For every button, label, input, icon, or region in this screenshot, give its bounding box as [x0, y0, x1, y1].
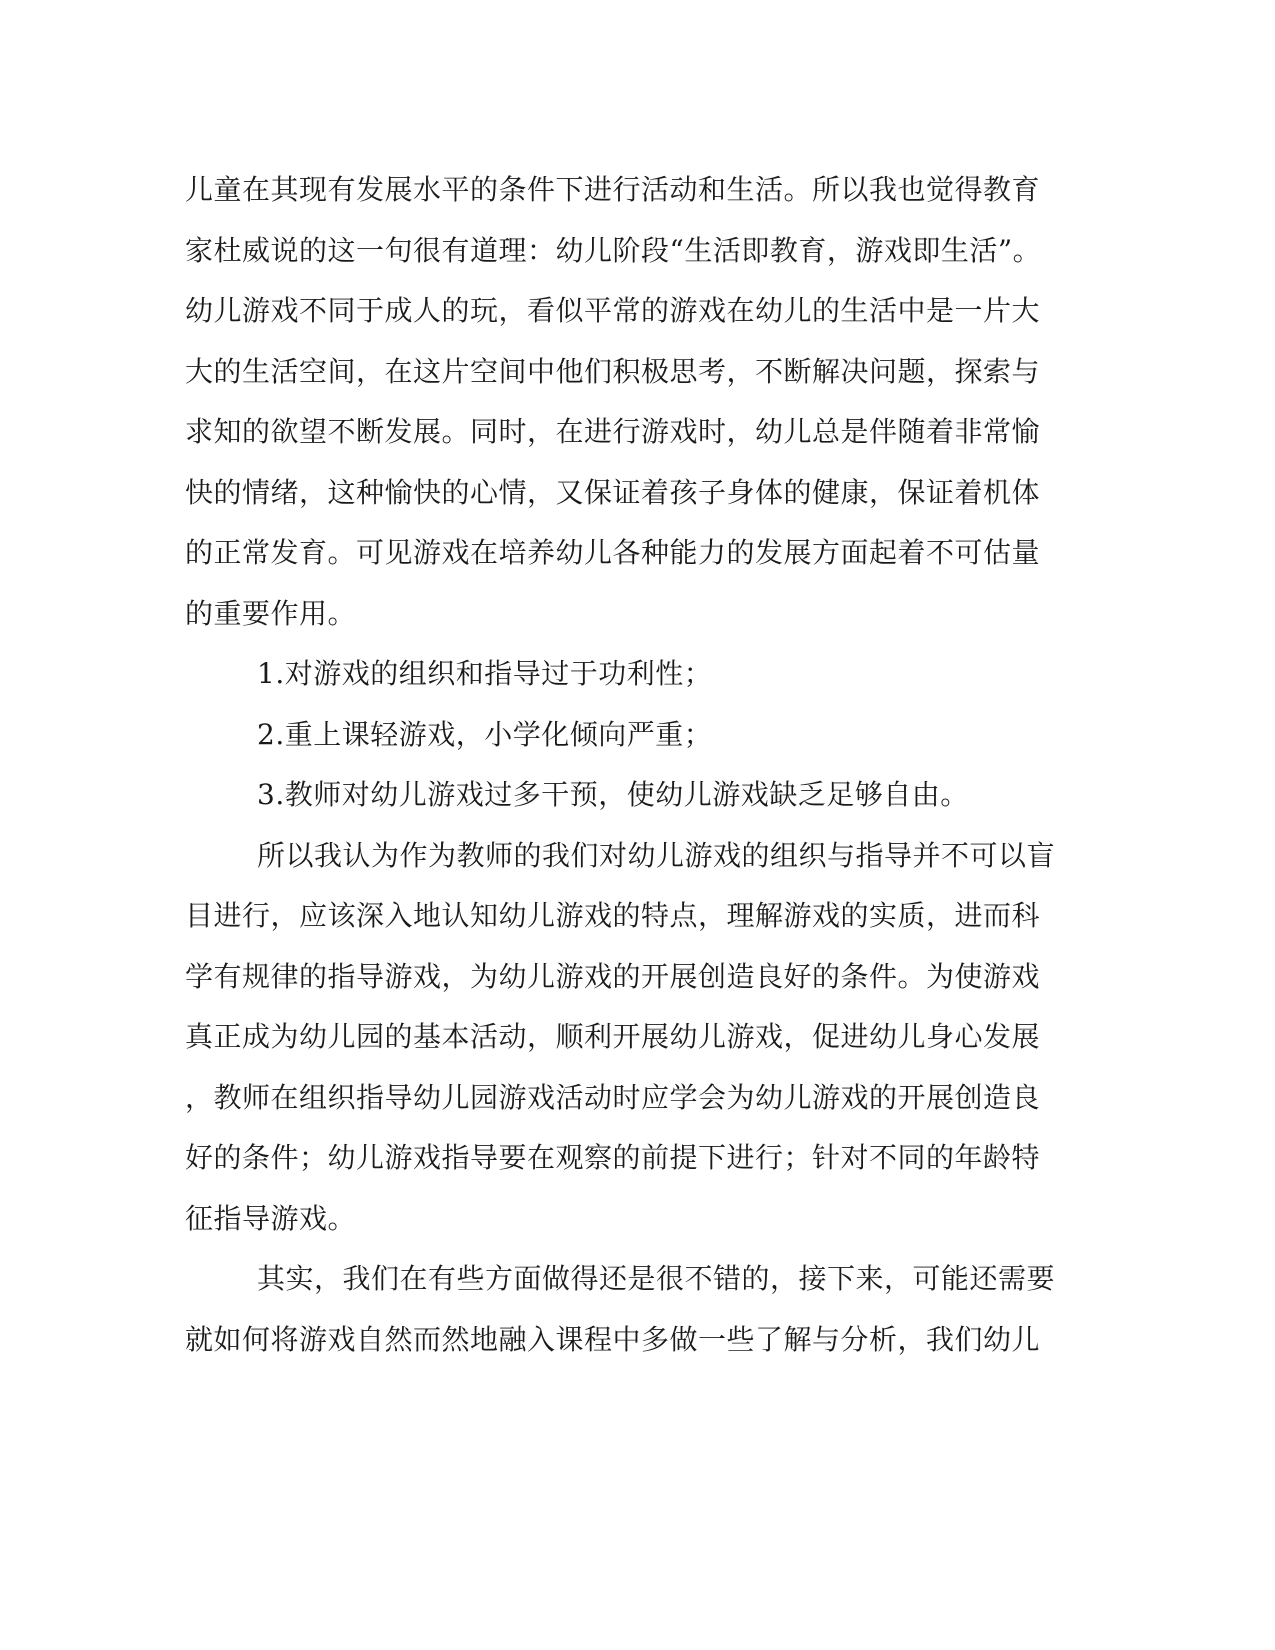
text-line: 学有规律的指导游戏，为幼儿游戏的开展创造良好的条件。为使游戏	[185, 959, 1041, 993]
text-line: ，教师在组织指导幼儿园游戏活动时应学会为幼儿游戏的开展创造良	[185, 1080, 1041, 1114]
paragraph-start: 其实，我们在有些方面做得还是很不错的，接下来，可能还需要	[257, 1262, 1056, 1295]
text-line: 征指导游戏。	[185, 1201, 357, 1235]
text-line: 大的生活空间，在这片空间中他们积极思考，不断解决问题，探索与	[185, 354, 1041, 388]
list-item-1: 1.对游戏的组织和指导过于功利性；	[257, 657, 713, 690]
text-line: 幼儿游戏不同于成人的玩，看似平常的游戏在幼儿的生活中是一片大	[185, 294, 1041, 327]
text-line: 的正常发育。可见游戏在培养幼儿各种能力的发展方面起着不可估量	[185, 536, 1041, 569]
text-line: 家杜威说的这一句很有道理：幼儿阶段“生活即教育，游戏即生活”。	[185, 233, 1042, 267]
body-text	[185, 160, 1065, 1370]
text-line: 的重要作用。	[185, 596, 357, 630]
text-line: 求知的欲望不断发展。同时，在进行游戏时，幼儿总是伴随着非常愉	[185, 415, 1041, 448]
text-line: 儿童在其现有发展水平的条件下进行活动和生活。所以我也觉得教育	[185, 173, 1041, 206]
text-line: 好的条件；幼儿游戏指导要在观察的前提下进行；针对不同的年龄特	[185, 1141, 1041, 1174]
text-line: 就如何将游戏自然而然地融入课程中多做一些了解与分析，我们幼儿	[185, 1322, 1041, 1356]
list-item-3: 3.教师对幼儿游戏过多干预，使幼儿游戏缺乏足够自由。	[257, 778, 969, 811]
text-line: 目进行，应该深入地认知幼儿游戏的特点，理解游戏的实质，进而科	[185, 899, 1041, 932]
text-line: 快的情绪，这种愉快的心情，又保证着孩子身体的健康，保证着机体	[185, 475, 1041, 509]
list-item-2: 2.重上课轻游戏，小学化倾向严重；	[257, 717, 713, 751]
paragraph-start: 所以我认为作为教师的我们对幼儿游戏的组织与指导并不可以盲	[257, 838, 1056, 872]
text-line: 真正成为幼儿园的基本活动，顺利开展幼儿游戏，促进幼儿身心发展	[185, 1020, 1041, 1053]
